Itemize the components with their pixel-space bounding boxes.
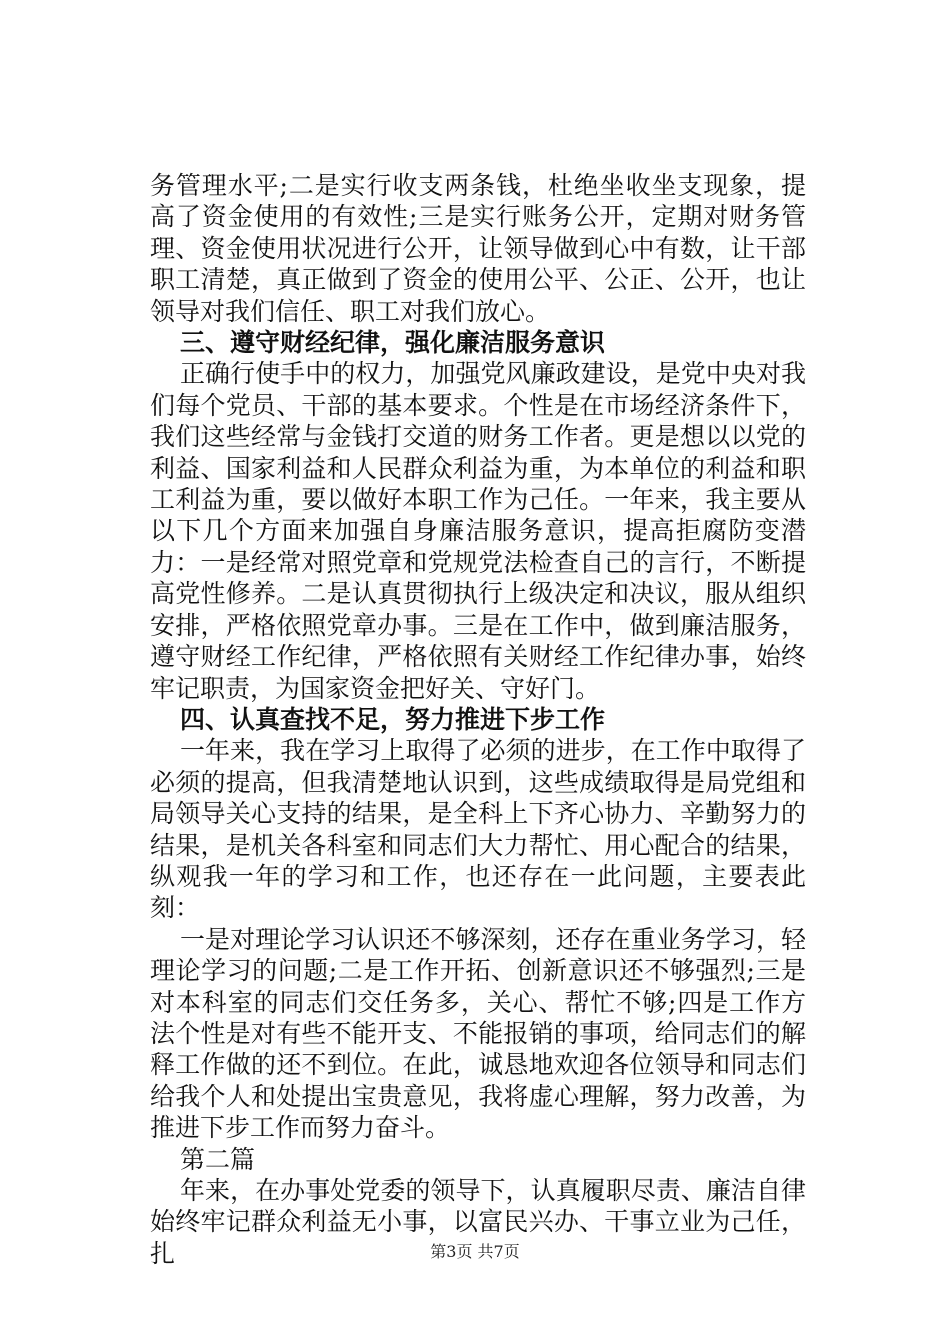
document-body [150,170,806,1269]
page-indicator: 第3页 共7页 [430,1242,520,1261]
part-label: 第二篇 [180,1144,256,1174]
body-paragraph: 年来，在办事处党委的领导下，认真履职尽责、廉洁自律始终牢记群众利益无小事，以富民兴办、干事立业为己任，扎 [150,1176,806,1268]
body-paragraph: 正确行使手中的权力，加强党风廉政建设，是党中央对我们每个党员、干部的基本要求。个性是在市场经济条件下，我们这些经常与金钱打交道的财务工作者。更是想以以党的利益、国家利益和人民群众利益为重，为本单位的利益和职工利益为重，要以做好本职工作为己任。一年来，我主要从以下几个方面来加强自身廉洁服务意识，提高拒腐防变潜力：一是经常对照党章和党规党法检查自己的言行，不断提高党性修养。二是认真贯彻执行上级决定和决议，服从组织安排，严格依照党章办事。三是在工作中，做到廉洁服务，遵守财经工作纪律，严格依照有关财经工作纪律办事，始终牢记职责，为国家资金把好关、守好门。 [150,359,806,703]
section-heading-4: 四、认真查找不足，努力推进下步工作 [180,704,606,734]
body-paragraph-continued: 务管理水平;二是实行收支两条钱，杜绝坐收坐支现象，提高了资金使用的有效性;三是实行账务公开，定期对财务管理、资金使用状况进行公开，让领导做到心中有数，让干部职工清楚，真正做到了资金的使用公平、公正、公开，也让领导对我们信任、职工对我们放心。 [150,171,806,326]
section-heading-3: 三、遵守财经纪律，强化廉洁服务意识 [180,328,606,358]
page-footer [0,1242,950,1262]
body-paragraph: 一年来，我在学习上取得了必须的进步，在工作中取得了必须的提高，但我清楚地认识到，这些成绩取得是局党组和局领导关心支持的结果，是全科上下齐心协力、辛勤努力的结果，是机关各科室和同志们大力帮忙、用心配合的结果，纵观我一年的学习和工作，也还存在一此问题，主要表此刻： [150,736,806,923]
body-paragraph: 一是对理论学习认识还不够深刻，还存在重业务学习，轻理论学习的问题;二是工作开拓、创新意识还不够强烈;三是对本科室的同志们交任务多，关心、帮忙不够;四是工作方法个性是对有些不能开支、不能报销的事项，给同志们的解释工作做的还不到位。在此，诚恳地欢迎各位领导和同志们给我个人和处提出宝贵意见，我将虚心理解，努力改善，为推进下步工作而努力奋斗。 [150,924,806,1143]
